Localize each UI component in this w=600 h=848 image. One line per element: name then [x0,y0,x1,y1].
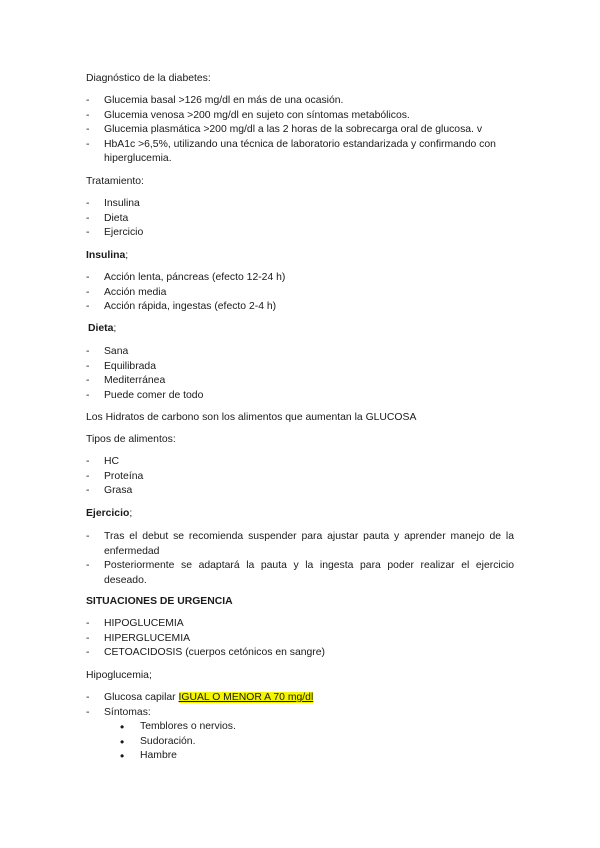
dieta-suffix: ; [113,323,117,334]
dash-marker: - [86,692,90,703]
dash-marker: - [86,124,90,136]
sintoma-item: Sudoración. [140,735,196,747]
bullet-marker: • [120,720,125,735]
dash-marker: - [86,485,90,497]
dash-marker: - [86,647,90,659]
sintomas-label: Síntomas: [104,706,151,718]
dash-marker: - [86,706,90,718]
dash-marker: - [86,360,90,372]
urgencias-item: CETOACIDOSIS (cuerpos cetónicos en sangre) [104,647,325,659]
insulina-heading [86,249,128,263]
diagnostico-item-continuation: hiperglucemia. [104,153,172,165]
dieta-item: Mediterránea [104,375,166,387]
dash-marker: - [86,560,90,571]
dash-marker: - [86,618,90,629]
tipos-item: Proteína [104,470,144,482]
glucosa-highlight: IGUAL O MENOR A 70 mg/dl [178,692,314,703]
diagnostico-item: Glucemia plasmática >200 mg/dl a las 2 horas de la sobrecarga oral de glucosa. v [104,124,483,136]
tratamiento-item: Ejercicio [104,227,144,239]
ejercicio-item: Posteriormente se adaptará la pauta y la ingesta para poder realizar el ejercicio deseado. [104,560,514,586]
tratamiento-item: Dieta [104,212,129,224]
dash-marker: - [86,227,90,239]
dieta-heading [88,322,116,336]
tipos-item: HC [104,456,120,467]
dash-marker: - [86,95,90,106]
dieta-title: Dieta [88,323,114,334]
sintoma-item: Hambre [140,750,177,762]
dash-marker: - [86,632,90,644]
ejercicio-item: Tras el debut se recomienda suspender para ajustar pauta y aprender manejo de la enfermedad [104,531,514,557]
tipos-title: Tipos de alimentos: [86,434,176,445]
glucosa-capilar-item [104,691,313,706]
dash-marker: - [86,301,90,313]
insulina-suffix: ; [125,250,129,261]
dash-marker: - [86,389,90,401]
tratamiento-title: Tratamiento: [86,176,144,187]
glucosa-prefix: Glucosa capilar [104,692,179,703]
bullet-marker: • [120,734,125,749]
dash-marker: - [86,456,90,467]
sintoma-item: Temblores o nervios. [140,721,236,733]
dash-marker: - [86,138,90,150]
dash-marker: - [86,109,90,121]
diagnostico-item: Glucemia venosa >200 mg/dl en sujeto con síntomas metabólicos. [104,109,410,121]
dash-marker: - [86,198,90,209]
dash-marker: - [86,286,90,298]
insulina-item: Acción lenta, páncreas (efecto 12-24 h) [104,272,286,283]
dash-marker: - [86,346,90,357]
diagnostico-item: Glucemia basal >126 mg/dl en más de una ocasión. [104,95,344,106]
dash-marker: - [86,212,90,224]
dash-marker: - [86,531,90,542]
diagnostico-title: Diagnóstico de la diabetes: [86,73,211,84]
insulina-item: Acción media [104,286,167,298]
urgencias-title: SITUACIONES DE URGENCIA [86,596,233,607]
insulina-title: Insulina [86,250,126,261]
hipoglucemia-title: Hipoglucemia; [86,670,152,681]
urgencias-item: HIPERGLUCEMIA [104,632,191,644]
ejercicio-title: Ejercicio [86,508,130,519]
dash-marker: - [86,272,90,283]
diagnostico-item: HbA1c >6,5%, utilizando una técnica de laboratorio estandarizada y confirmando con [104,138,496,150]
ejercicio-suffix: ; [129,508,133,519]
insulina-item: Acción rápida, ingestas (efecto 2-4 h) [104,301,277,313]
urgencias-item: HIPOGLUCEMIA [104,618,184,629]
dieta-item: Equilibrada [104,360,156,372]
dieta-item: Sana [104,346,129,357]
dieta-item: Puede comer de todo [104,389,204,401]
dash-marker: - [86,375,90,387]
tratamiento-item: Insulina [104,198,140,209]
ejercicio-heading [86,507,132,521]
tipos-item: Grasa [104,485,133,497]
dash-marker: - [86,470,90,482]
bullet-marker: • [120,749,125,764]
hidratos-paragraph: Los Hidratos de carbono son los alimentos que aumentan la GLUCOSA [86,412,417,423]
